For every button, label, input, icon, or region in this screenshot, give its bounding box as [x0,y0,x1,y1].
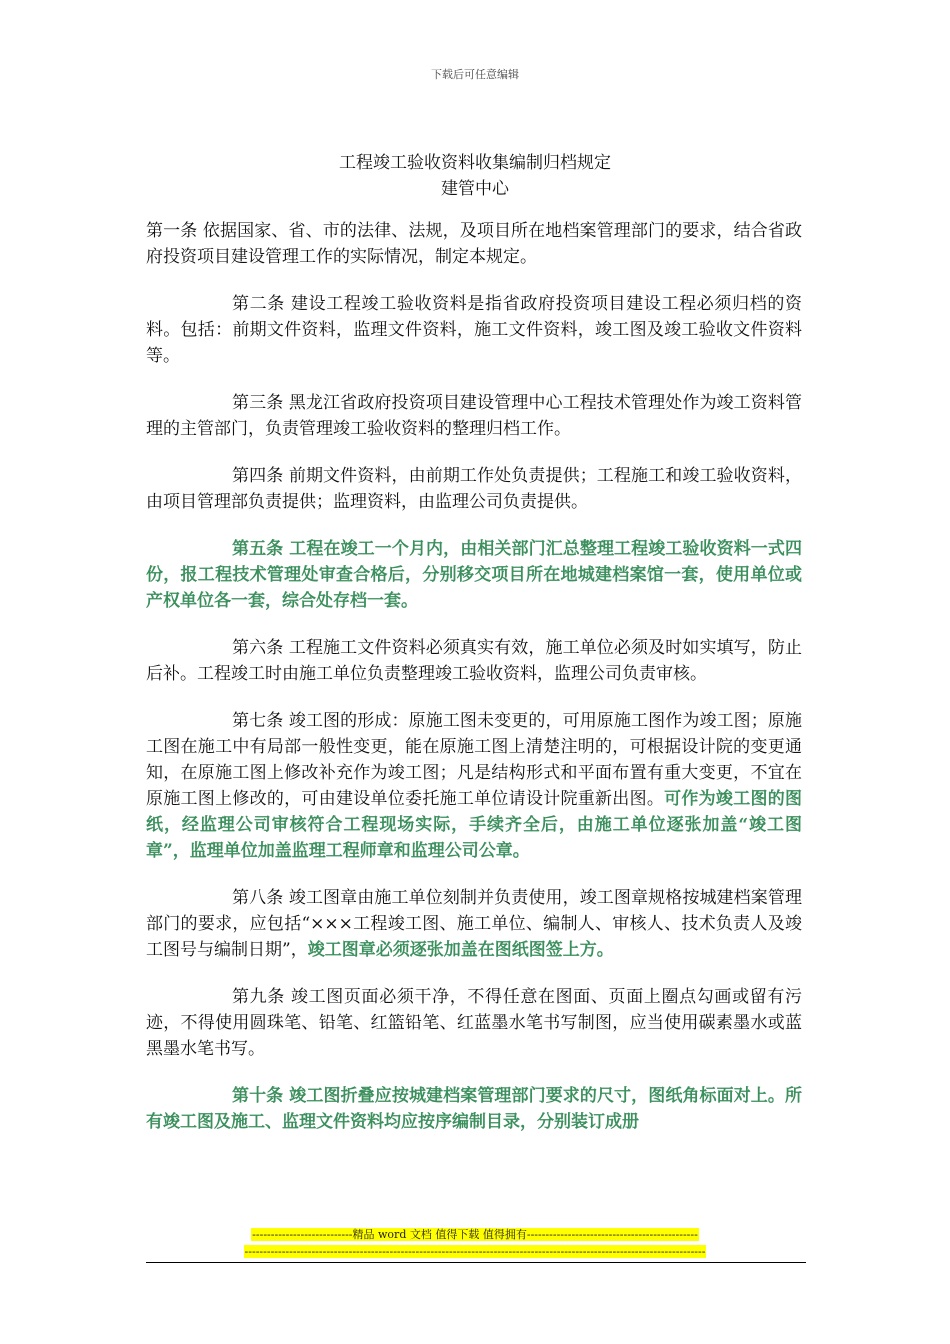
article-1: 第一条 依据国家、省、市的法律、法规，及项目所在地档案管理部门的要求，结合省政府投资项目建设管理工作的实际情况，制定本规定。 [146,221,802,267]
article-10: 第十条 竣工图折叠应按城建档案管理部门要求的尺寸，图纸角标面对上。所有竣工图及施工、监理文件资料均应按序编制目录，分别装订成册 [146,1086,802,1132]
article-8-highlight: 竣工图章必须逐张加盖在图纸图签上方。 [307,940,614,960]
article-5: 第五条 工程在竣工一个月内，由相关部门汇总整理工程竣工验收资料一式四份，报工程技术管理处审查合格后，分别移交项目所在地城建档案馆一套，使用单位或产权单位各一套，综合处存档一套。 [146,539,802,611]
footer-divider [146,1262,806,1263]
document-title-block [0,150,950,202]
footer-banner [0,1228,950,1242]
article-7-highlight: 可作为竣工图的图纸，经监理公司审核符合工程现场实际，手续齐全后，由施工单位逐张加盖“竣工图章”，监理单位加盖监理工程师章和监理公司公章。 [146,789,803,861]
footer-dash-line [0,1245,950,1259]
document-body [146,218,802,1156]
article-9: 第九条 竣工图页面必须干净，不得任意在图面、页面上圈点勾画或留有污迹，不得使用圆珠笔、铅笔、红篮铅笔、红蓝墨水笔书写制图，应当使用碳素墨水或蓝黑墨水笔书写。 [146,987,802,1059]
document-title: 工程竣工验收资料收集编制归档规定 [339,153,611,173]
footer-banner-text: ---------------------------精品 word 文档 值得下载 值得拥有---------------------------------------------- [252,1228,698,1241]
article-3: 第三条 黑龙江省政府投资项目建设管理中心工程技术管理处作为竣工资料管理的主管部门，负责管理竣工验收资料的整理归档工作。 [146,393,802,439]
footer-dash-text: ---------------------------------------------------------------------------------------------------------------------------- [244,1245,706,1258]
article-7 [146,708,802,864]
document-subtitle: 建管中心 [441,179,509,199]
article-7-text: 第七条 竣工图的形成：原施工图未变更的，可用原施工图作为竣工图；原施工图在施工中有局部一般性变更，能在原施工图上清楚注明的，可根据设计院的变更通知，在原施工图上修改补充作为竣工图；凡是结构形式和平面布置有重大变更，不宜在原施工图上修改的，可由建设单位委托施工单位请设计院重新出图。 [146,711,802,809]
article-8 [146,885,802,963]
article-2: 第二条 建设工程竣工验收资料是指省政府投资项目建设工程必须归档的资料。包括：前期文件资料，监理文件资料，施工文件资料，竣工图及竣工验收文件资料等。 [146,294,802,366]
article-8-text: 第八条 竣工图章由施工单位刻制并负责使用，竣工图章规格按城建档案管理部门的要求，应包括“×××工程竣工图、施工单位、编制人、审核人、技术负责人及竣工图号与编制日期”， [146,888,802,960]
article-4: 第四条 前期文件资料，由前期工作处负责提供；工程施工和竣工验收资料，由项目管理部负责提供；监理资料，由监理公司负责提供。 [146,466,802,512]
header-note: 下载后可任意编辑 [431,68,519,81]
article-6: 第六条 工程施工文件资料必须真实有效，施工单位必须及时如实填写，防止后补。工程竣工时由施工单位负责整理竣工验收资料，监理公司负责审核。 [146,638,802,684]
